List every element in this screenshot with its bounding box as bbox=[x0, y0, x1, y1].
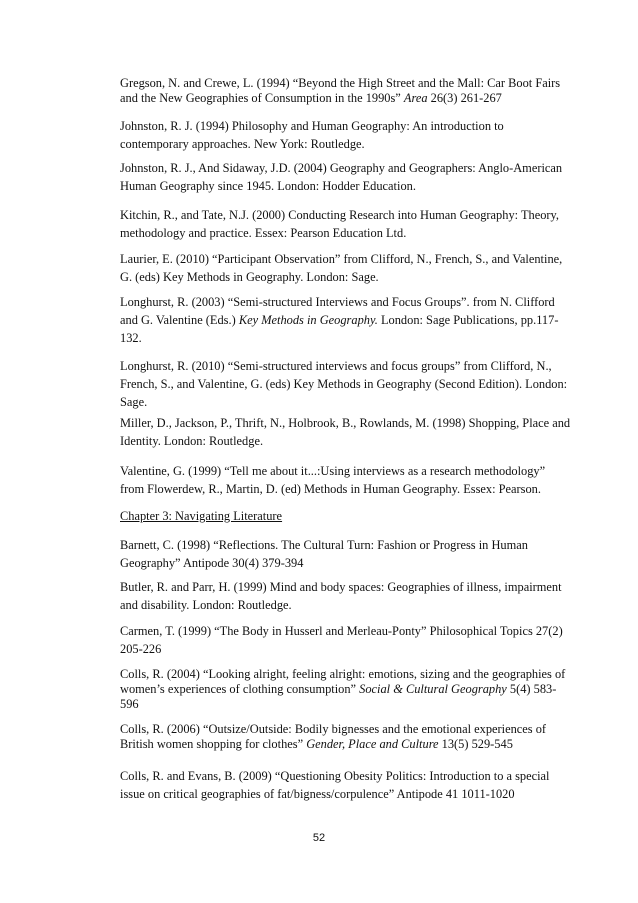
reference-entry bbox=[120, 578, 595, 614]
reference-segment: Geography” Antipode 30(4) 379-394 bbox=[120, 556, 304, 570]
reference-line bbox=[120, 375, 595, 393]
reference-line bbox=[120, 76, 595, 91]
reference-line bbox=[120, 462, 595, 480]
reference-segment: 596 bbox=[120, 697, 139, 711]
reference-entry bbox=[120, 76, 595, 106]
reference-line bbox=[120, 224, 595, 242]
reference-segment: from Flowerdew, R., Martin, D. (ed) Methods in Human Geography. Essex: Pearson. bbox=[120, 482, 541, 496]
reference-segment: contemporary approaches. New York: Routledge. bbox=[120, 137, 365, 151]
reference-entry bbox=[120, 250, 595, 286]
reference-line bbox=[120, 432, 595, 450]
reference-segment: London: Sage Publications, pp.117- bbox=[377, 313, 559, 327]
reference-segment: Johnston, R. J., And Sidaway, J.D. (2004) Geography and Geographers: Anglo-American bbox=[120, 161, 563, 175]
reference-line bbox=[120, 554, 595, 572]
reference-segment: French, S., and Valentine, G. (eds) Key Methods in Geography (Second Edition). London: bbox=[120, 377, 568, 391]
reference-line bbox=[120, 268, 595, 286]
reference-segment: Human Geography since 1945. London: Hodder Education. bbox=[120, 179, 416, 193]
reference-entry bbox=[120, 622, 595, 658]
reference-line bbox=[120, 596, 595, 614]
reference-entry bbox=[120, 722, 595, 752]
reference-segment: issue on critical geographies of fat/bigness/corpulence” Antipode 41 1011-1020 bbox=[120, 787, 515, 801]
reference-line bbox=[120, 480, 595, 498]
reference-segment: Carmen, T. (1999) “The Body in Husserl and Merleau-Ponty” Philosophical Topics 27(2) bbox=[120, 624, 563, 638]
reference-segment: Longhurst, R. (2010) “Semi-structured interviews and focus groups” from Clifford, N., bbox=[120, 359, 552, 373]
reference-segment: Laurier, E. (2010) “Participant Observation” from Clifford, N., French, S., and Valentine, bbox=[120, 252, 563, 266]
reference-segment: G. (eds) Key Methods in Geography. London: Sage. bbox=[120, 270, 379, 284]
reference-line bbox=[120, 697, 595, 712]
reference-segment: Sage. bbox=[120, 395, 148, 409]
reference-italic-segment: Gender, Place and Culture bbox=[306, 737, 439, 751]
reference-entry bbox=[120, 462, 595, 498]
reference-line bbox=[120, 159, 595, 177]
reference-entry bbox=[120, 159, 595, 195]
reference-entry bbox=[120, 117, 595, 153]
reference-line bbox=[120, 135, 595, 153]
reference-segment: Colls, R. (2004) “Looking alright, feeling alright: emotions, sizing and the geographies of bbox=[120, 667, 566, 681]
reference-segment: 132. bbox=[120, 331, 142, 345]
reference-segment: 5(4) 583- bbox=[506, 682, 557, 696]
reference-segment: Colls, R. and Evans, B. (2009) “Questioning Obesity Politics: Introduction to a special bbox=[120, 769, 550, 783]
reference-segment: Johnston, R. J. (1994) Philosophy and Human Geography: An introduction to bbox=[120, 119, 504, 133]
reference-segment: Miller, D., Jackson, P., Thrift, N., Holbrook, B., Rowlands, M. (1998) Shopping, Place and bbox=[120, 416, 571, 430]
reference-line bbox=[120, 722, 595, 737]
reference-line bbox=[120, 250, 595, 268]
chapter-heading: Chapter 3: Navigating Literature bbox=[120, 509, 283, 523]
reference-line bbox=[120, 414, 595, 432]
reference-entry bbox=[120, 767, 595, 803]
reference-segment: 13(5) 529-545 bbox=[438, 737, 513, 751]
reference-line bbox=[120, 667, 595, 682]
reference-line bbox=[120, 682, 595, 697]
reference-italic-segment: Area bbox=[403, 91, 428, 105]
reference-segment: and disability. London: Routledge. bbox=[120, 598, 292, 612]
reference-line bbox=[120, 311, 595, 329]
reference-line bbox=[120, 536, 595, 554]
page-number: 52 bbox=[312, 832, 326, 844]
reference-line bbox=[120, 640, 595, 658]
reference-entry bbox=[120, 414, 595, 450]
reference-segment: and the New Geographies of Consumption in the 1990s” bbox=[120, 91, 404, 105]
reference-segment: women’s experiences of clothing consumption” bbox=[120, 682, 360, 696]
reference-entry bbox=[120, 293, 595, 347]
reference-segment: Longhurst, R. (2003) “Semi-structured Interviews and Focus Groups”. from N. Clifford bbox=[120, 295, 555, 309]
reference-segment: and G. Valentine (Eds.) bbox=[120, 313, 239, 327]
reference-segment: 26(3) 261-267 bbox=[427, 91, 502, 105]
reference-line bbox=[120, 622, 595, 640]
reference-segment: Identity. London: Routledge. bbox=[120, 434, 264, 448]
reference-line bbox=[120, 737, 595, 752]
reference-segment: British women shopping for clothes” bbox=[120, 737, 307, 751]
reference-segment: Kitchin, R., and Tate, N.J. (2000) Conducting Research into Human Geography: Theory, bbox=[120, 208, 560, 222]
reference-line bbox=[120, 293, 595, 311]
reference-entry bbox=[120, 667, 595, 712]
reference-entry bbox=[120, 206, 595, 242]
reference-line bbox=[120, 357, 595, 375]
reference-line bbox=[120, 785, 595, 803]
reference-line bbox=[120, 177, 595, 195]
reference-italic-segment: Key Methods in Geography. bbox=[238, 313, 378, 327]
reference-line bbox=[120, 767, 595, 785]
reference-line bbox=[120, 578, 595, 596]
reference-line bbox=[120, 117, 595, 135]
reference-segment: Butler, R. and Parr, H. (1999) Mind and body spaces: Geographies of illness, impairment bbox=[120, 580, 562, 594]
reference-line bbox=[120, 329, 595, 347]
reference-entry bbox=[120, 536, 595, 572]
reference-segment: 205-226 bbox=[120, 642, 162, 656]
reference-entry bbox=[120, 357, 595, 411]
reference-line bbox=[120, 393, 595, 411]
reference-segment: Valentine, G. (1999) “Tell me about it...:Using interviews as a research methodology” bbox=[120, 464, 546, 478]
reference-line bbox=[120, 91, 595, 106]
reference-segment: methodology and practice. Essex: Pearson Education Ltd. bbox=[120, 226, 407, 240]
reference-segment: Barnett, C. (1998) “Reflections. The Cultural Turn: Fashion or Progress in Human bbox=[120, 538, 528, 552]
reference-segment: Colls, R. (2006) “Outsize/Outside: Bodily bignesses and the emotional experiences of bbox=[120, 722, 547, 736]
reference-italic-segment: Social & Cultural Geography bbox=[359, 682, 507, 696]
reference-line bbox=[120, 206, 595, 224]
reference-segment: Gregson, N. and Crewe, L. (1994) “Beyond the High Street and the Mall: Car Boot Fairs bbox=[120, 76, 561, 90]
